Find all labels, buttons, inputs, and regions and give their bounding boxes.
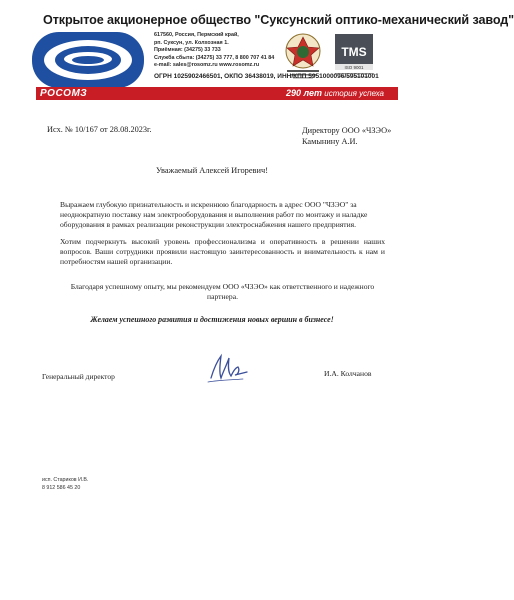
company-contacts — [154, 32, 274, 70]
recipient-block — [302, 125, 391, 147]
reception-phone: Приёмная: (34275) 33 733 — [154, 47, 221, 54]
greeting: Уважаемый Алексей Игоревич! — [156, 166, 268, 175]
letter-paragraph: Хотим подчеркнуть высокий уровень профессионализма и оперативность в решении наших вопросов. Ваши сотрудники проявили настоящую заинтересованность и внимательность к нам и потребностям нашей организации. — [60, 237, 385, 266]
recipient-name: Камынину А.И. — [302, 137, 358, 146]
email-web: e-mail: sales@rosomz.ru www.rosomz.ru — [154, 62, 260, 69]
executor-block — [42, 476, 88, 492]
company-name: Открытое акционерное общество "Суксунский оптико-механический завод" — [43, 13, 514, 27]
letter-paragraph: Благодаря успешному опыту, мы рекомендуем ООО «ЧЗЭО» как ответственного и надежного партнера. — [70, 282, 375, 301]
outgoing-reference: Исх. № 10/167 от 28.08.2023г. — [47, 125, 152, 134]
signer-position: Генеральный директор — [42, 372, 115, 381]
iso-label: ISO 9001 — [344, 65, 364, 70]
slogan-years: 290 лет — [286, 88, 323, 98]
address-line: рп. Суксун, ул. Колхозная 1. — [154, 39, 229, 46]
handwritten-signature — [205, 350, 249, 386]
sales-phone: Служба сбыта: (34275) 33 777, 8 800 707 41 84 — [154, 54, 275, 61]
anniversary-slogan — [286, 87, 384, 100]
brand-wordmark: РОСОМЗ — [40, 88, 88, 99]
recipient-position: Директору ООО «ЧЗЭО» — [302, 126, 392, 135]
tms-label: TMS — [341, 45, 367, 59]
closing-wish: Желаем успешного развития и достижения новых вершин в бизнесе! — [90, 315, 334, 324]
executor-phone: 8 912 586 45 20 — [42, 485, 81, 491]
signer-name: И.А. Колчанов — [324, 369, 372, 378]
address-line: 617560, Россия, Пермский край, — [154, 32, 239, 38]
registration-numbers: ОГРН 1025902466501, ОКПО 36438019, ИНН/КПП 5951000096/595101001 — [154, 73, 379, 80]
company-logo — [32, 32, 144, 88]
letter-paragraph: Выражаем глубокую признательность и искреннюю благодарность в адрес ООО "ЧЗЭО" за неоднократную поставку нам электрооборудования и выполнения работ по монтажу и наладке оборудования в рамках реализации реконструкции электроснабжения нашего предприятия. — [60, 200, 368, 229]
executor-name: исп. Стариков И.В. — [42, 477, 89, 483]
slogan-text: история успеха — [324, 89, 384, 98]
